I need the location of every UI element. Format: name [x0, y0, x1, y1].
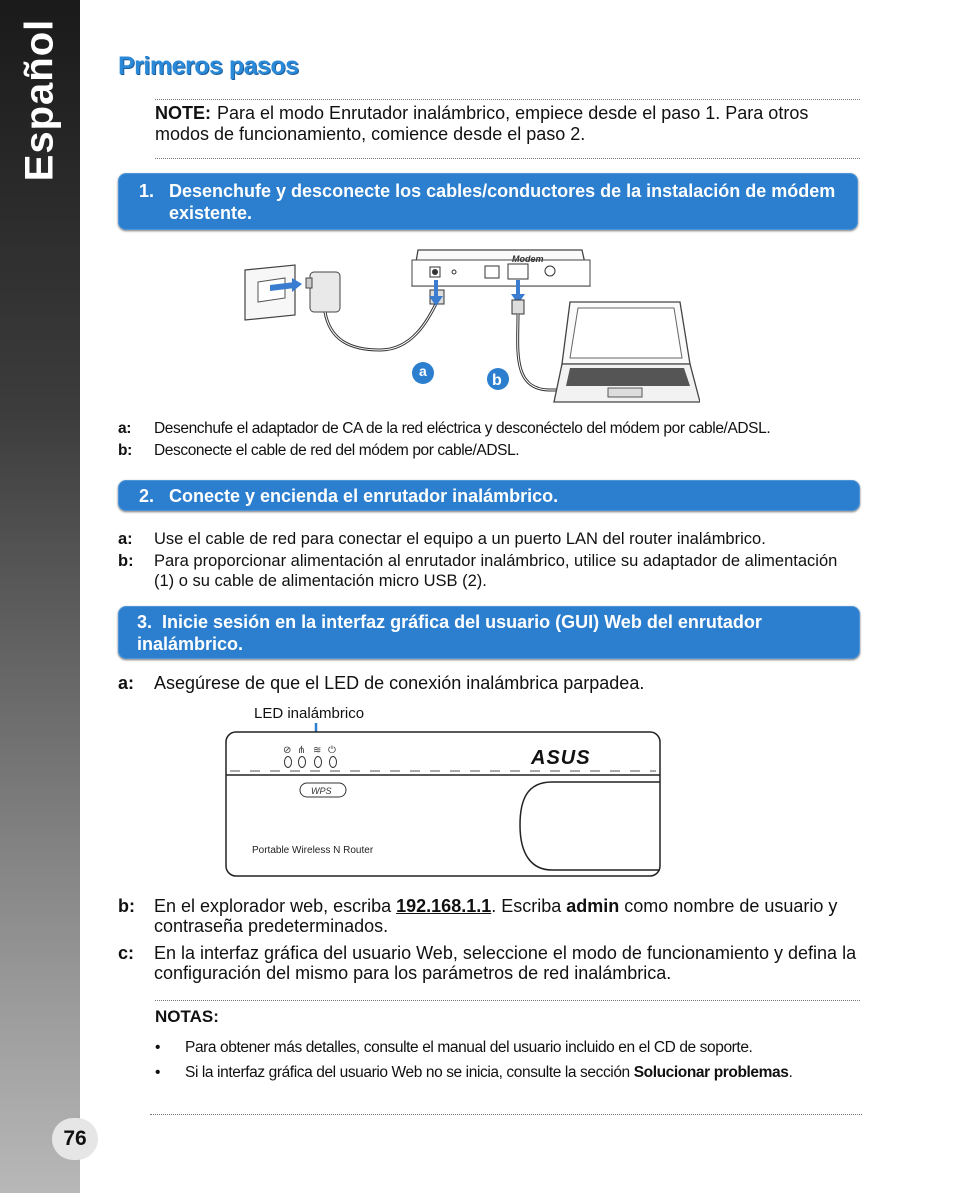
step2-number: 2.: [139, 486, 155, 506]
step1-item-a-label: a:: [118, 420, 131, 437]
step3-title-block: [137, 611, 837, 655]
step3-number: 3.: [137, 612, 153, 632]
svg-text:⊘: ⊘: [283, 745, 292, 756]
svg-text:⋔: ⋔: [297, 745, 306, 756]
step2-header: [118, 480, 860, 511]
step3-title: Inicie sesión en la interfaz gráfica del usuario (GUI) Web del enrutador inalámbrico.: [137, 612, 762, 654]
page-number: 76: [52, 1118, 98, 1160]
default-username: admin: [566, 896, 620, 916]
notas-divider-bottom: [150, 1114, 862, 1115]
step3-item-c-label: c:: [118, 943, 135, 963]
notas-title: NOTAS:: [155, 1007, 219, 1026]
asus-logo: ASUS: [531, 747, 591, 769]
step1-item-b-text: Desconecte el cable de red del módem por cable/ADSL.: [154, 442, 520, 459]
notas-bullet-1-text: Para obtener más detalles, consulte el manual del usuario incluido en el CD de soporte.: [185, 1039, 753, 1056]
laptop-icon: [554, 302, 700, 402]
step1-item-a-text: Desenchufe el adaptador de CA de la red eléctrica y desconéctelo del módem por cable/ADSL.: [154, 420, 771, 437]
svg-text:⏻: ⏻: [328, 745, 336, 756]
step1-number: 1.: [139, 181, 155, 201]
notas-divider-top: [155, 1000, 860, 1001]
step3-header: [118, 606, 860, 659]
step3-item-a-text: Asegúrese de que el LED de conexión inalámbrica parpadea.: [154, 673, 645, 693]
step1-title: Desenchufe y desconecte los cables/conductores de la instalación de módem existente.: [169, 181, 836, 223]
step3-item-b-text: [154, 896, 862, 936]
step3-item-b-post: como nombre de usuario y contraseña predeterminados.: [154, 896, 838, 936]
language-sidebar: [0, 0, 80, 1193]
notas-bullet-2-text: [185, 1063, 825, 1082]
language-tab: [2, 20, 78, 220]
wall-outlet-icon: [245, 265, 302, 320]
bullet-2-dot: •: [155, 1064, 161, 1081]
notas-bullet-2-pre: Si la interfaz gráfica del usuario Web no se inicia, consulte la sección: [185, 1064, 634, 1081]
step2-item-a-label: a:: [118, 530, 133, 548]
step2-item-a-text: Use el cable de red para conectar el equipo a un puerto LAN del router inalámbrico.: [154, 530, 766, 548]
router-model-label: Portable Wireless N Router: [252, 845, 374, 856]
step2-title: Conecte y encienda el enrutador inalámbrico.: [169, 486, 559, 506]
step2-item-b-text: Para proporcionar alimentación al enrutador inalámbrico, utilice su adaptador de alimentación (1) o su cable de alimentación micro USB (2).: [154, 552, 838, 590]
step1-header: [118, 173, 858, 230]
badge-a-label: a: [419, 363, 427, 379]
bullet-1-dot: •: [155, 1039, 161, 1056]
step2-item-b-label: b:: [118, 552, 134, 570]
wireless-led-label: LED inalámbrico: [254, 705, 365, 722]
badge-b-label: b: [492, 372, 502, 389]
step3-item-b-mid: . Escriba: [491, 896, 567, 916]
modem-disconnect-illustration: [240, 240, 700, 410]
note-divider-bottom: [155, 158, 860, 159]
language-label: Español: [17, 18, 62, 182]
page-title: Primeros pasos: [118, 52, 299, 80]
note-box: [155, 103, 867, 145]
troubleshooting-reference: Solucionar problemas: [633, 1064, 789, 1081]
step3-item-a-label: a:: [118, 673, 135, 693]
wps-label: WPS: [311, 786, 332, 796]
step3-item-c-text: En la interfaz gráfica del usuario Web, seleccione el modo de funcionamiento y defina la configuración del mismo para los parámetros de red inalámbrica.: [154, 943, 857, 983]
router-illustration: [222, 720, 664, 880]
svg-text:≋: ≋: [313, 745, 322, 756]
step3-item-b-pre: En el explorador web, escriba: [154, 896, 397, 916]
note-label: NOTE:: [155, 103, 211, 123]
note-divider-top: [155, 99, 860, 100]
modem-icon: [412, 250, 590, 286]
step1-item-b-label: b:: [118, 442, 132, 459]
notas-bullet-2-post: .: [788, 1064, 793, 1081]
note-text: Para el modo Enrutador inalámbrico, empiece desde el paso 1. Para otros modos de funcionamiento, comience desde el paso 2.: [155, 103, 809, 144]
modem-label: Modem: [512, 254, 544, 264]
step3-item-b-label: b:: [118, 896, 135, 916]
default-ip-address: 192.168.1.1: [396, 896, 492, 916]
